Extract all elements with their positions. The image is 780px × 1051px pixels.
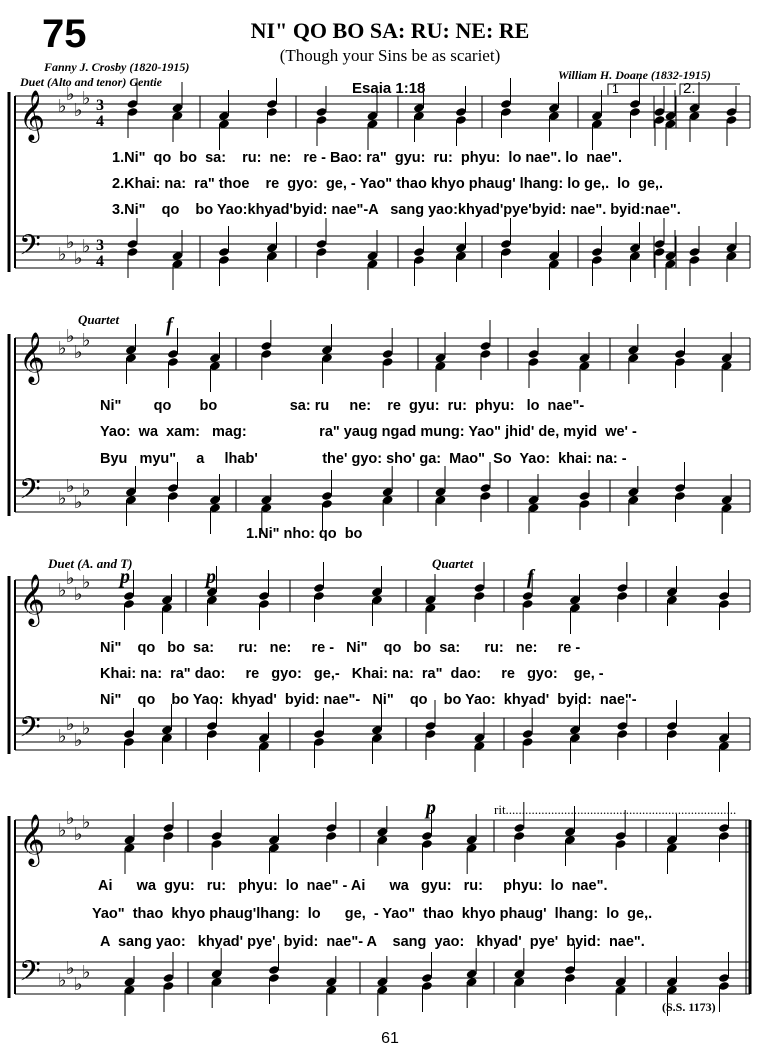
author-credit: Fanny J. Crosby (1820-1915) — [44, 60, 190, 74]
flat-sign: ♭ — [74, 824, 83, 845]
s4-lyric-verse2: Yao" thao khyo phaug'lhang: lo ge, - Yao" thao khyo phaug' lhang: lo ge,. — [92, 906, 653, 922]
flat-sign: ♭ — [82, 480, 91, 501]
flat-sign: ♭ — [74, 730, 83, 751]
time-signature-top: 3 — [96, 97, 104, 114]
flat-sign: ♭ — [82, 962, 91, 983]
composer-credit: William H. Doane (1832-1915) — [558, 68, 711, 82]
hymn-number: 75 — [42, 12, 87, 56]
flat-sign: ♭ — [74, 248, 83, 269]
flat-sign: ♭ — [82, 812, 91, 833]
s3-lyric-verse1: Ni" qo bo sa: ru: ne: re - Ni" qo bo sa: ru: ne: re - — [100, 640, 581, 656]
duet-marking: Duet (A. and T) — [48, 556, 133, 571]
arrangement-note: Duet (Alto and tenor) Gentie — [20, 75, 163, 89]
s4-lyric-verse1: Ai wa gyu: ru: phyu: lo nae" - Ai wa gyu: ru: phyu: lo nae". — [98, 878, 608, 894]
flat-sign: ♭ — [66, 958, 75, 979]
flat-sign: ♭ — [66, 476, 75, 497]
time-signature-bottom: 4 — [96, 253, 104, 270]
s1-lyric-verse2: 2.Khai: na: ra" thoe re gyo: ge, - Yao" thao khyo phaug' lhang: lo ge,. lo ge,. — [112, 176, 664, 192]
ritardando-marking: rit....................................................................... — [494, 802, 737, 817]
forte-marking-2: f — [527, 566, 534, 588]
flat-sign: ♭ — [66, 232, 75, 253]
flat-sign: ♭ — [82, 236, 91, 257]
piano-marking-2: p — [206, 566, 216, 588]
flat-sign: ♭ — [66, 714, 75, 735]
treble-clef: 𝄞 — [19, 814, 46, 865]
treble-clef: 𝄞 — [19, 90, 46, 141]
flat-sign: ♭ — [82, 88, 91, 109]
piano-marking-3: p — [426, 797, 436, 819]
quartet-marking: Quartet — [78, 312, 120, 327]
flat-sign: ♭ — [74, 492, 83, 513]
first-ending: 1 — [612, 82, 619, 96]
s2-lyric-verse3: Byu myu" a lhab' the' gyo: sho' ga: Mao" So Yao: khai: na: - — [100, 451, 627, 467]
second-ending: 2. — [683, 80, 696, 97]
flat-sign: ♭ — [58, 338, 67, 359]
flat-sign: ♭ — [66, 808, 75, 829]
time-signature-top: 3 — [96, 237, 104, 254]
flat-sign: ♭ — [58, 970, 67, 991]
page-number: 61 — [381, 1030, 399, 1047]
s3-lyric-verse3: Ni" qo bo Yao: khyad' byid: nae"- Ni" qo bo Yao: khyad' byid: nae"- — [100, 692, 637, 708]
scripture-reference: Esaia 1:18 — [352, 80, 426, 97]
flat-sign: ♭ — [58, 726, 67, 747]
flat-sign: ♭ — [66, 84, 75, 105]
treble-clef: 𝄞 — [19, 332, 46, 383]
flat-sign: ♭ — [82, 330, 91, 351]
flat-sign: ♭ — [74, 100, 83, 121]
quartet-marking-2: Quartet — [432, 556, 474, 571]
bass-clef: 𝄢 — [19, 711, 41, 751]
flat-sign: ♭ — [58, 96, 67, 117]
s2-lyric-verse2: Yao: wa xam: mag: ra" yaug ngad mung: Yao" jhid' de, myid we' - — [100, 424, 637, 440]
hymn-title: NI" QO BO SA: RU: NE: RE — [250, 18, 530, 43]
s2-lyric-verse1: Ni" qo bo sa: ru ne: re gyu: ru: phyu: lo nae"- — [100, 398, 585, 414]
flat-sign: ♭ — [58, 244, 67, 265]
flat-sign: ♭ — [82, 718, 91, 739]
flat-sign: ♭ — [58, 820, 67, 841]
flat-sign: ♭ — [66, 568, 75, 589]
bass-lyric: 1.Ni" nho: qo bo — [246, 526, 363, 542]
flat-sign: ♭ — [74, 584, 83, 605]
s1-lyric-verse3: 3.Ni" qo bo Yao:khyad'byid: nae"-A sang yao:khyad'pye'byid: nae". byid:nae". — [112, 202, 681, 218]
flat-sign: ♭ — [82, 572, 91, 593]
s1-lyric-verse1: 1.Ni" qo bo sa: ru: ne: re - Bao: ra" gyu: ru: phyu: lo nae". lo nae". — [112, 150, 623, 166]
hymn-subtitle: (Though your Sins be as scariet) — [279, 46, 501, 65]
bass-clef: 𝄢 — [19, 955, 41, 995]
forte-marking: f — [166, 314, 173, 336]
flat-sign: ♭ — [66, 326, 75, 347]
s3-lyric-verse2: Khai: na: ra" dao: re gyo: ge,- Khai: na: ra" dao: re gyo: ge, - — [100, 666, 604, 682]
bass-clef: 𝄢 — [19, 229, 41, 269]
treble-clef: 𝄞 — [19, 574, 46, 625]
piano-marking-1: p — [120, 566, 130, 588]
time-signature-bottom: 4 — [96, 113, 104, 130]
flat-sign: ♭ — [58, 580, 67, 601]
flat-sign: ♭ — [74, 342, 83, 363]
source-reference: (S.S. 1173) — [662, 1000, 716, 1014]
flat-sign: ♭ — [58, 488, 67, 509]
flat-sign: ♭ — [74, 974, 83, 995]
s4-lyric-verse3: A sang yao: khyad' pye' byid: nae"- A sang yao: khyad' pye' byid: nae". — [100, 934, 645, 950]
bass-clef: 𝄢 — [19, 473, 41, 513]
